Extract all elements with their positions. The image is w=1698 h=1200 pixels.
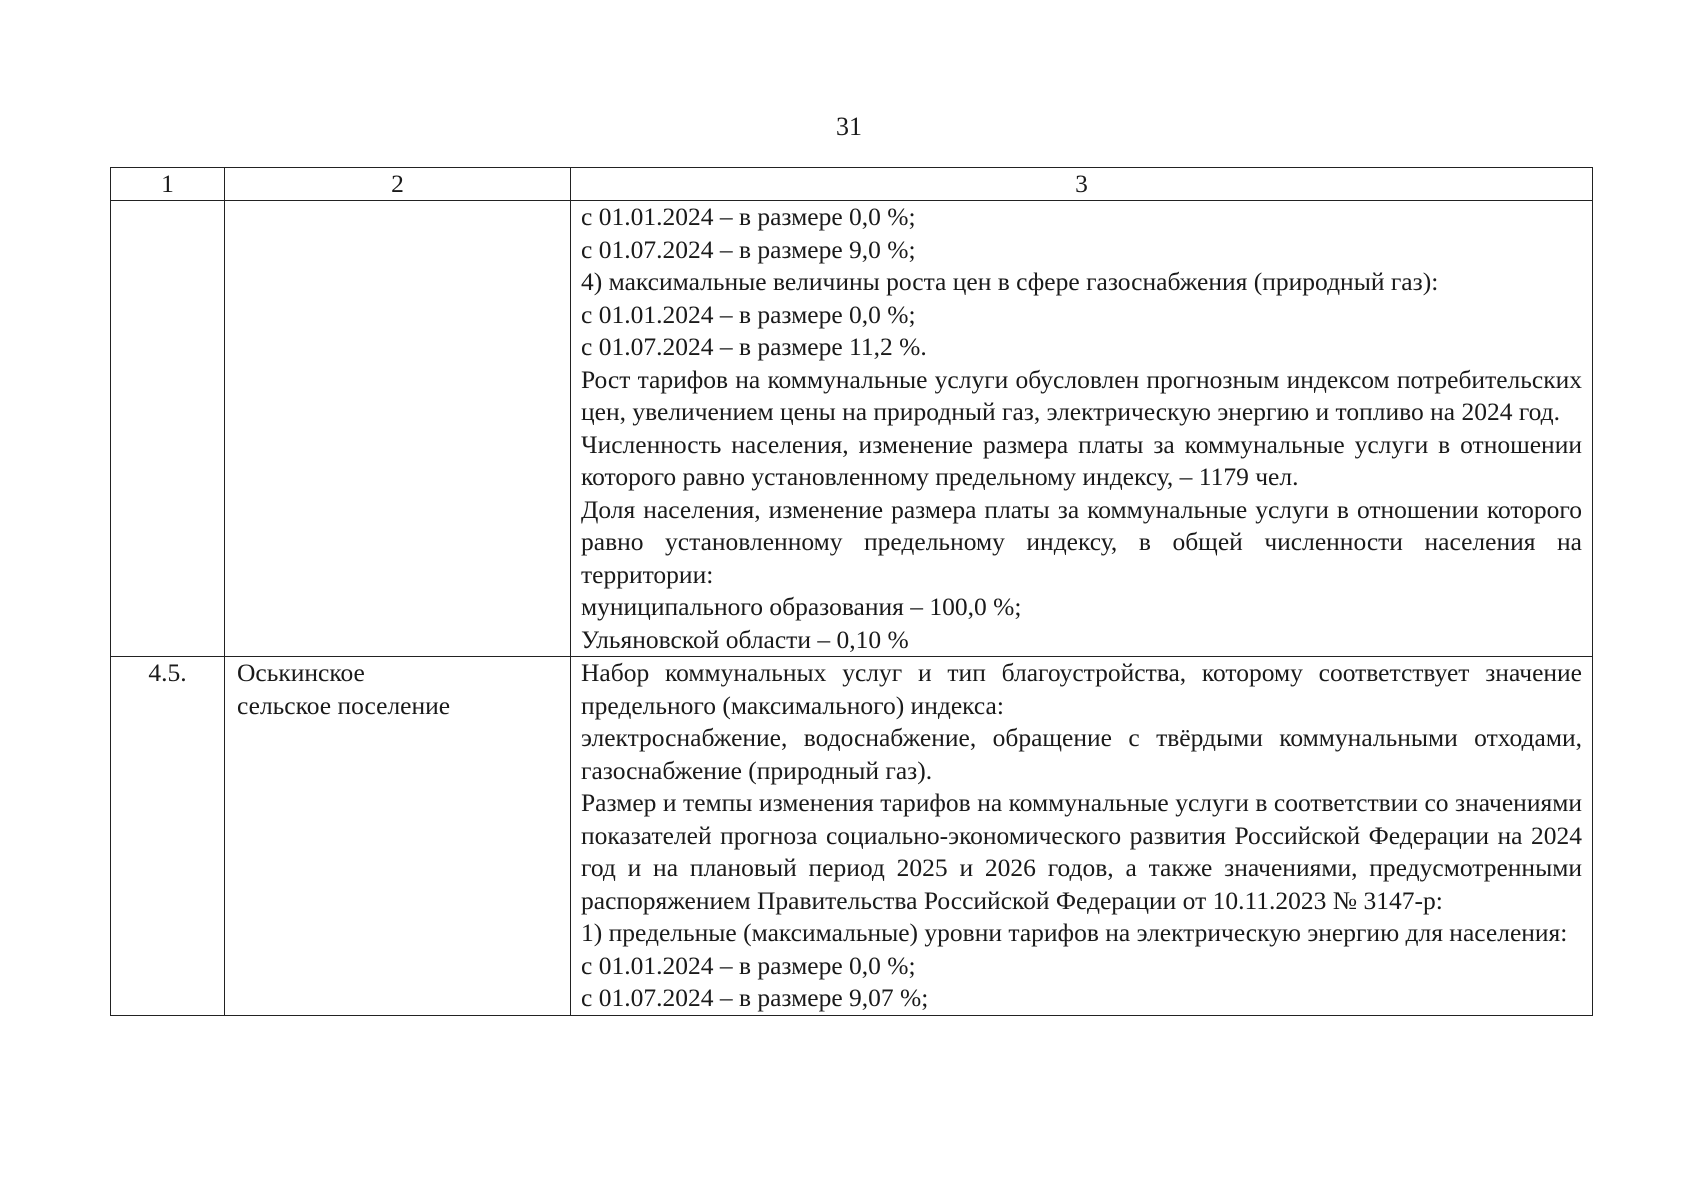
- rate-line: с 01.07.2024 – в размере 9,0 %;: [581, 234, 916, 264]
- row-content-cell: [571, 201, 1593, 657]
- header-col-3: 3: [571, 168, 1593, 201]
- rate-line: с 01.01.2024 – в размере 0,0 %;: [581, 950, 916, 980]
- paragraph-population-share: Доля населения, изменение размера платы за коммунальные услуги в отношении которого равно установленному предельному индексу, в общей численности населения на территории:: [581, 494, 1582, 589]
- row-number-cell: [111, 201, 225, 657]
- paragraph-population-count: Численность населения, изменение размера платы за коммунальные услуги в отношении которого равно установленному предельному индексу, – 1179 чел.: [581, 429, 1582, 491]
- settlement-name-line: сельское поселение: [237, 690, 451, 720]
- settlement-name-line: Оськинское: [237, 658, 365, 687]
- paragraph-electricity-tariffs: 1) предельные (максимальные) уровни тарифов на электрическую энергию для населения:: [581, 918, 1568, 947]
- header-col-2: 2: [225, 168, 571, 201]
- rate-line: с 01.07.2024 – в размере 9,07 %;: [581, 983, 929, 1012]
- row-content-cell: [571, 657, 1593, 1016]
- rate-line: с 01.01.2024 – в размере 0,0 %;: [581, 202, 916, 231]
- row-name-cell: [225, 657, 571, 1016]
- paragraph-tariff-growth: Рост тарифов на коммунальные услуги обусловлен прогнозным индексом потребительских цен, увеличением цены на природный газ, электрическую энергию и топливо на 2024 год.: [581, 364, 1582, 426]
- rate-line: с 01.01.2024 – в размере 0,0 %;: [581, 299, 916, 329]
- header-col-1: 1: [111, 168, 225, 201]
- page-number: 31: [836, 112, 862, 141]
- rate-line: с 01.07.2024 – в размере 11,2 %.: [581, 332, 927, 361]
- table-row: [111, 201, 1593, 657]
- table-row: [111, 657, 1593, 1016]
- paragraph-services-list: электроснабжение, водоснабжение, обращение с твёрдыми коммунальными отходами, газоснабжение (природный газ).: [581, 723, 1582, 785]
- gas-heading-line: 4) максимальные величины роста цен в сфере газоснабжения (природный газ):: [581, 267, 1439, 296]
- paragraph-services-set: Набор коммунальных услуг и тип благоустройства, которому соответствует значение предельного (максимального) индекса:: [581, 658, 1582, 720]
- row-number-cell: 4.5.: [111, 657, 225, 1016]
- municipal-share-line: муниципального образования – 100,0 %;: [581, 592, 1022, 621]
- row-name-cell: [225, 201, 571, 657]
- tariff-table: [110, 167, 1593, 1016]
- region-share-line: Ульяновской области – 0,10 %: [581, 624, 909, 654]
- paragraph-tariff-basis: Размер и темпы изменения тарифов на коммунальные услуги в соответствии со значениями показателей прогноза социально-экономического развития Российской Федерации на 2024 год и на плановый период 2025 и 2026 годов, а также значениями, предусмотренными распоряжением Правительства Российской Федерации от 10.11.2023 № 3147-р:: [581, 788, 1582, 915]
- table-header-row: [111, 168, 1593, 201]
